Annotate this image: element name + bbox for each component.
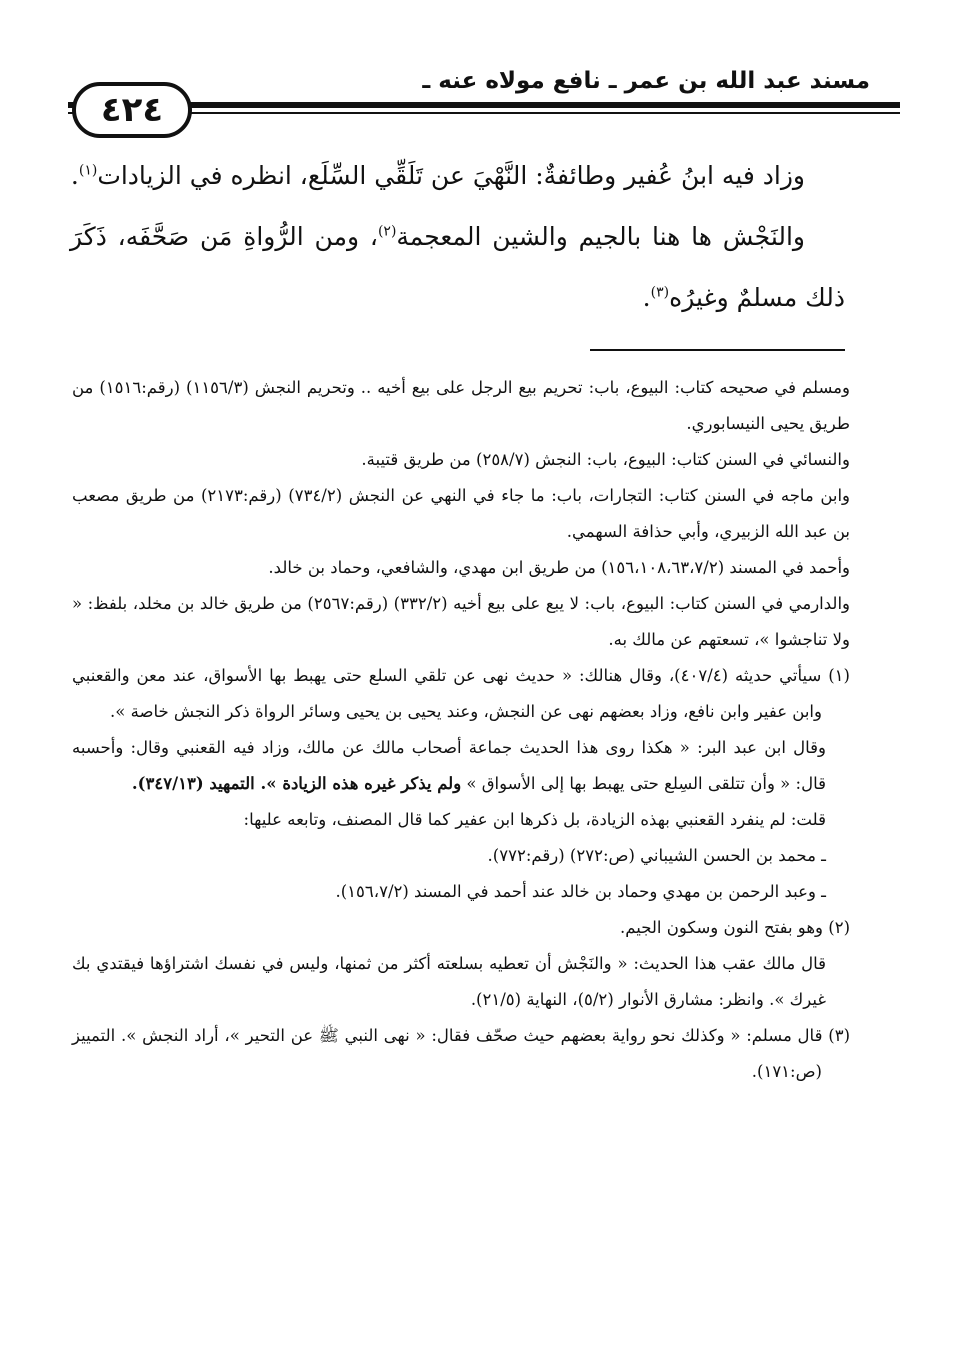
footnote-ref-3: (٣) [650,284,670,301]
footnote-2-continuation: قال مالك عقب هذا الحديث: « والنَجْش أن تعطيه بسلعته أكثر من ثمنها، وليس في نفسك اشتراؤها فيقتدي بك غيرك ». وانظر: مشارق الأنوار (٥/٢)، النهاية (٢١/٥). [72,954,826,1009]
footnote-line: والدارمي في السنن كتاب: البيوع، باب: لا يبع على بيع أخيه (٣٣٢/٢) (رقم:٢٥٦٧) من طريق خالد بن مخلد، بلفظ: « ولا تناجشوا »، تسعتهم عن مالك به. [72,594,851,649]
footnote-line: وابن ماجه في السنن كتاب: التجارات، باب: ما جاء في النهي عن النجش (٧٣٤/٢) (رقم:٢١٧٣) من طريق مصعب بن عبد الله الزبيري، وأبي حذافة السهمي. [72,486,851,541]
footnote-1-remark: قلت: لم ينفرد القعنبي بهذه الزيادة، بل ذكرها ابن عفير كما قال المصنف، وتابعه عليها: [243,810,826,829]
footnote-line: والنسائي في السنن كتاب: البيوع، باب: النجش (٢٥٨/٧) من طريق قتيبة. [361,450,850,469]
footnote-ref-1: (١) [78,162,98,179]
footnote-2: (٢) وهو بفتح النون وسكون الجيم. [620,918,850,937]
main-paragraph-1-text: وزاد فيه ابنُ عُفير وطائفةٌ: النَّهْيَ عن تَلَقِّي السِّلَع، انظره في الزيادات [97,161,805,190]
footnote-line: وأحمد في المسند (١٥٦،١٠٨،٦٣،٧/٢) من طريق ابن مهدي، والشافعي، وحماد بن خالد. [268,558,850,577]
main-paragraph-1-end: . [70,161,79,190]
footnote-3: (٣) قال مسلم: « وكذلك نحو رواية بعضهم حيث صحّف فقال: « نهى النبي ﷺ عن التحير »، أراد النجش ». التمييز (ص:١٧١). [72,1026,850,1081]
footnote-1-list-item: ـ محمد بن الحسن الشيباني (ص:٢٧٢) (رقم:٧٧٢). [487,846,826,865]
main-paragraph-2-text-a: والنَجْش ها هنا بالجيم والشين المعجمة [396,222,805,251]
header-rule-thin [68,112,900,114]
footnotes [72,370,850,1090]
footnote-separator [590,349,845,351]
footnote-1-ibn-abd-al-barr [72,730,850,802]
footnote-1-list-item: ـ وعبد الرحمن بن مهدي وحماد بن خالد عند أحمد في المسند (١٥٦،٧/٢). [335,882,826,901]
main-paragraph-2-end: . [642,283,651,312]
footnote-line: ومسلم في صحيحه كتاب: البيوع، باب: تحريم بيع الرجل على بيع أخيه .. وتحريم النجش (١١٥٦/٣) (رقم:١٥١٦) من طريق يحيى النيسابوري. [72,378,850,433]
footnote-1-bold-phrase: ولم يذكر غيره هذه الزيادة [282,774,462,793]
footnote-1-quote: وقال ابن عبد البر: « هكذا روى هذا الحديث جماعة أصحاب مالك عن مالك، وزاد فيه القعنبي وقال: وأحسبه قال: « وأن تتلقى السِلع حتى يهبط بها إلى الأسواق » [72,738,826,793]
main-paragraph-1 [70,145,845,206]
header-title: مسند عبد الله بن عمر ـ نافع مولاه عنه ـ [422,68,870,94]
page-number: ٤٢٤ [72,82,192,138]
footnote-ref-2: (٢) [377,223,397,240]
main-paragraph-2-text-b: ، ومن الرُّواةِ مَن صَحَّفَه، ذَكَرَ ذلك مسلمٌ وغيرُه [70,222,845,312]
main-text [70,145,845,328]
footnote-1-quote-end: ». التمهيد (٣٤٧/١٣). [131,774,283,793]
main-paragraph-2 [70,206,845,328]
footnote-1: (١) سيأتي حديثه (٤٠٧/٤)، وقال هنالك: « حديث نهى عن تلقي السلع حتى يهبط بها الأسواق، عند معن والقعنبي وابن عفير وابن نافع، وزاد بعضهم نهى عن النجش، وعند يحيى بن يحيى وسائر الرواة ذكر النجش خاصة ». [72,666,850,721]
running-header [60,60,900,135]
header-rule-thick [68,102,900,108]
